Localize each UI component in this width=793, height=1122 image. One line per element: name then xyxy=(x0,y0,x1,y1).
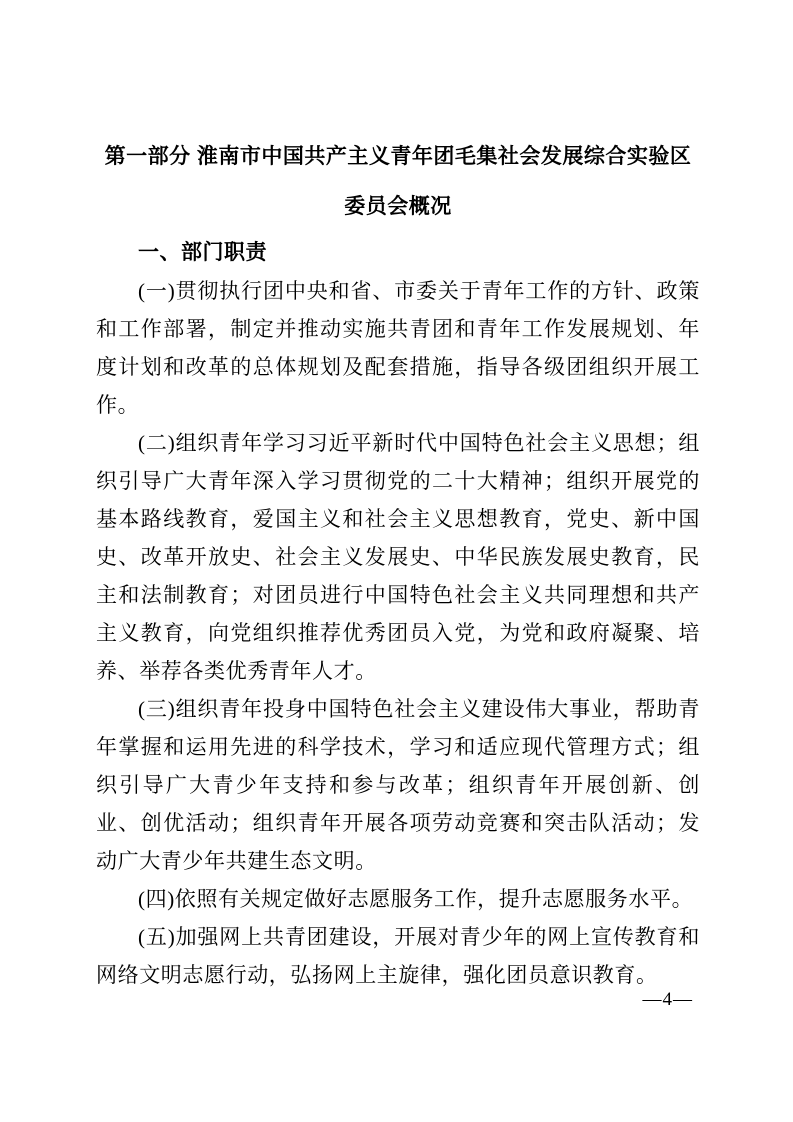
paragraph-4: (四)依照有关规定做好志愿服务工作，提升志愿服务水平。 xyxy=(138,887,694,911)
document-title-line-1: 第一部分 淮南市中国共产主义青年团毛集社会发展综合实验区 xyxy=(104,145,692,168)
page-number: —4— xyxy=(642,989,693,1010)
paragraph-3: (三)组织青年投身中国特色社会主义建设伟大事业，帮助青年掌握和运用先进的科学技术，学习和适应现代管理方式；组织引导广大青少年支持和参与改革；组织青年开展创新、创业、创优活动；组织青年开展各项劳动竞赛和突击队活动；发动广大青少年共建生态文明。 xyxy=(96,697,700,873)
paragraph-1: (一)贯彻执行团中央和省、市委关于青年工作的方针、政策和工作部署，制定并推动实施共青团和青年工作发展规划、年度计划和改革的总体规划及配套措施，指导各级团组织开展工作。 xyxy=(96,279,700,417)
document-title xyxy=(96,132,700,232)
paragraph-2: (二)组织青年学习习近平新时代中国特色社会主义思想；组织引导广大青年深入学习贯彻党的二十大精神；组织开展党的基本路线教育，爱国主义和社会主义思想教育，党史、新中国史、改革开放史、社会主义发展史、中华民族发展史教育，民主和法制教育；对团员进行中国特色社会主义共同理想和共产主义教育，向党组织推荐优秀团员入党，为党和政府凝聚、培养、举荐各类优秀青年人才。 xyxy=(96,431,700,683)
paragraph-5: (五)加强网上共青团建设，开展对青少年的网上宣传教育和网络文明志愿行动，弘扬网上主旋律，强化团员意识教育。 xyxy=(96,925,700,987)
document-content xyxy=(96,132,700,994)
document-body xyxy=(96,272,700,994)
section-heading-department-duties: 一、部门职责 xyxy=(138,241,267,264)
document-title-line-2: 委员会概况 xyxy=(344,195,452,218)
